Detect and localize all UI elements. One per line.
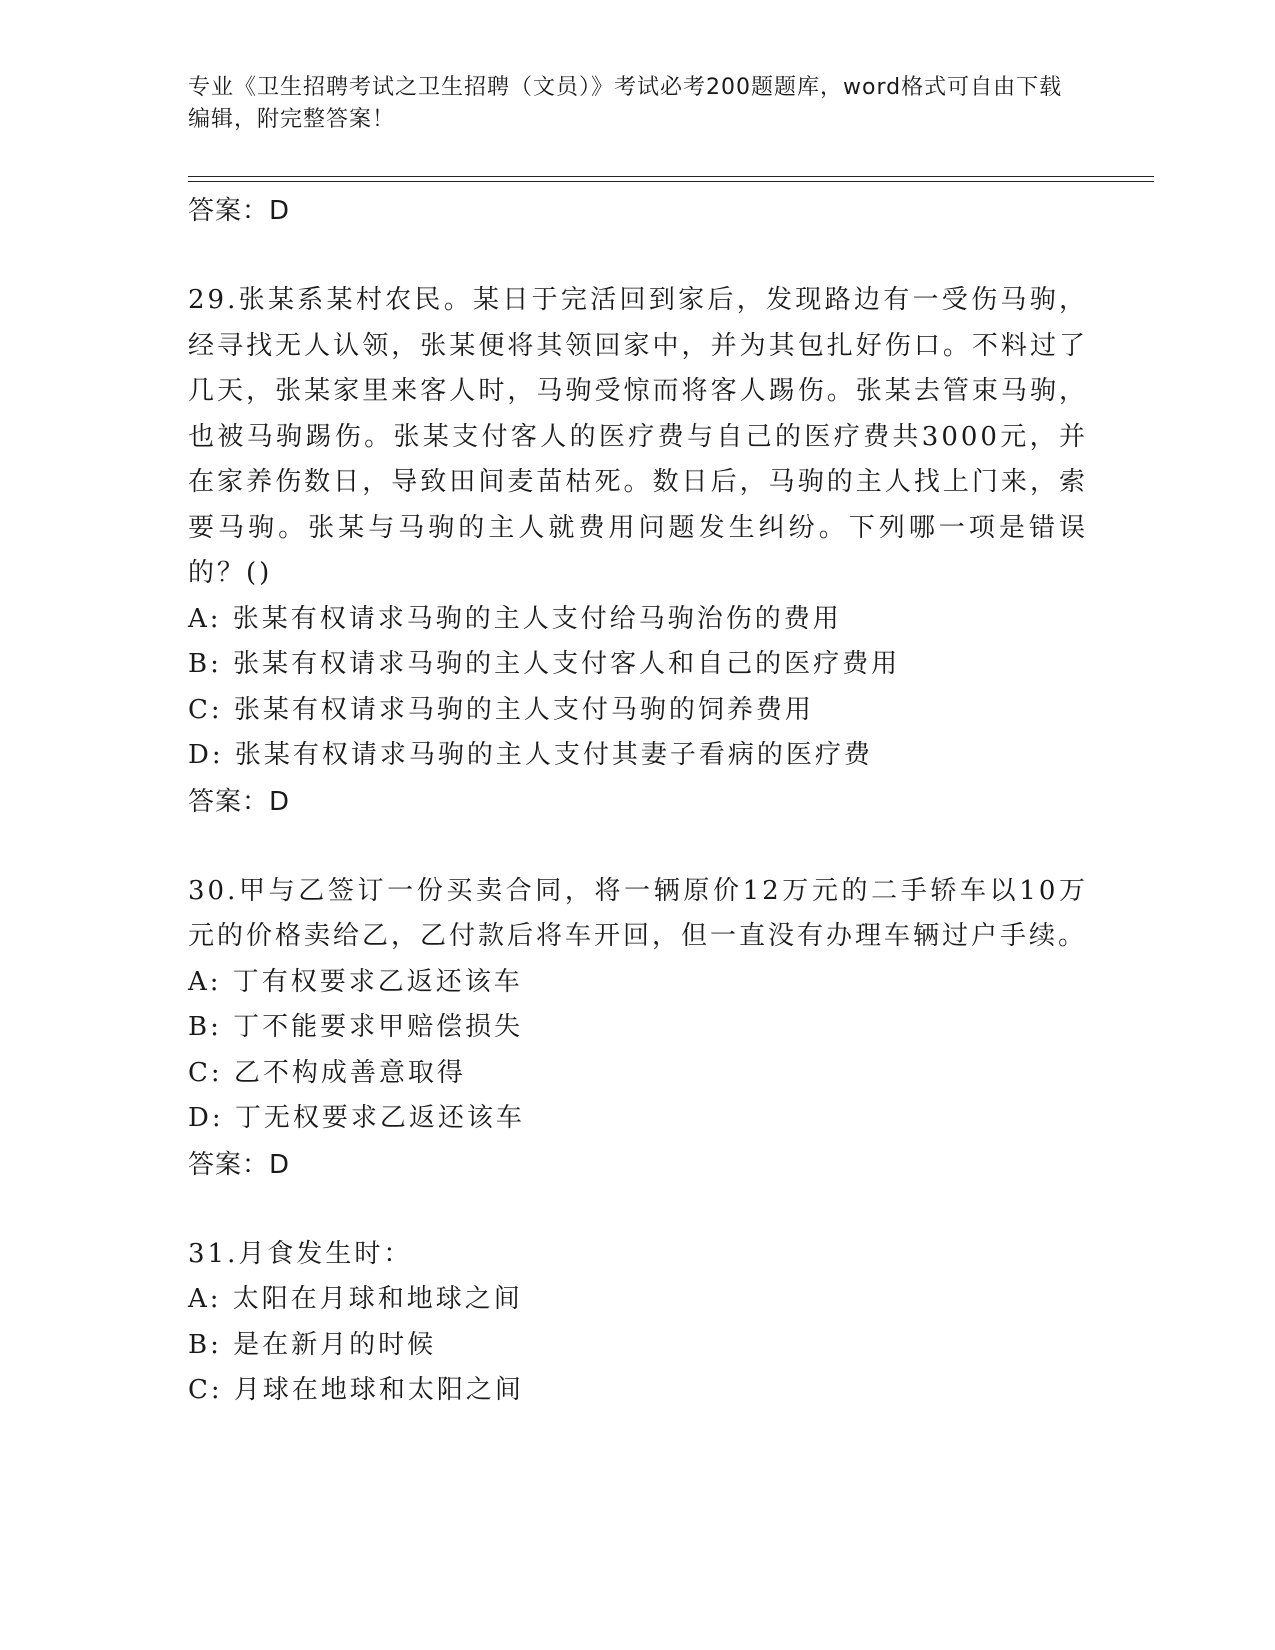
option-b: B: 张某有权请求马驹的主人支付客人和自己的医疗费用 [188,649,901,679]
option-a: A: 太阳在月球和地球之间 [188,1284,523,1314]
header-rule-bottom [188,181,1154,182]
option-c: C: 张某有权请求马驹的主人支付马驹的饲养费用 [188,694,814,725]
question-text: 31.月食发生时： [188,1238,413,1269]
question-31 [188,1232,1088,1414]
option-d: D: 丁无权要求乙返还该车 [188,1103,525,1133]
answer-label: 答案：D [188,1149,291,1180]
answer-label: 答案：D [188,786,291,817]
document-header: 专业《卫生招聘考试之卫生招聘（文员）》考试必考200题题库，word格式可自由下载编辑，附完整答案！ [188,75,1063,132]
option-b: B: 丁不能要求甲赔偿损失 [188,1012,524,1042]
question-29 [188,278,1088,825]
option-d: D: 张某有权请求马驹的主人支付其妻子看病的医疗费 [188,740,873,770]
option-b: B: 是在新月的时候 [188,1329,437,1360]
option-a: A: 丁有权要求乙返还该车 [188,966,523,997]
document-body [188,188,1088,1414]
option-c: C: 乙不构成善意取得 [188,1057,466,1088]
answer-label: 答案：D [188,196,291,226]
question-text: 29.张某系某村农民。某日于完活回到家后，发现路边有一受伤马驹，经寻找无人认领，张某便将其领回家中，并为其包扎好伤口。不料过了几天，张某家里来客人时，马驹受惊而将客人踢伤。张某去管束马驹，也被马驹踢伤。张某支付客人的医疗费与自己的医疗费共3000元，并在家养伤数日，导致田间麦苗枯死。数日后，马驹的主人找上门来，索要马驹。张某与马驹的主人就费用问题发生纠纷。下列哪一项是错误的？() [188,285,1088,588]
header-rule-top [188,176,1154,177]
question-30 [188,869,1088,1188]
option-a: A: 张某有权请求马驹的主人支付给马驹治伤的费用 [188,603,842,634]
question-text: 30.甲与乙签订一份买卖合同，将一辆原价12万元的二手轿车以10万元的价格卖给乙，乙付款后将车开回，但一直没有办理车辆过户手续。 [188,875,1088,951]
option-c: C: 月球在地球和太阳之间 [188,1375,524,1405]
